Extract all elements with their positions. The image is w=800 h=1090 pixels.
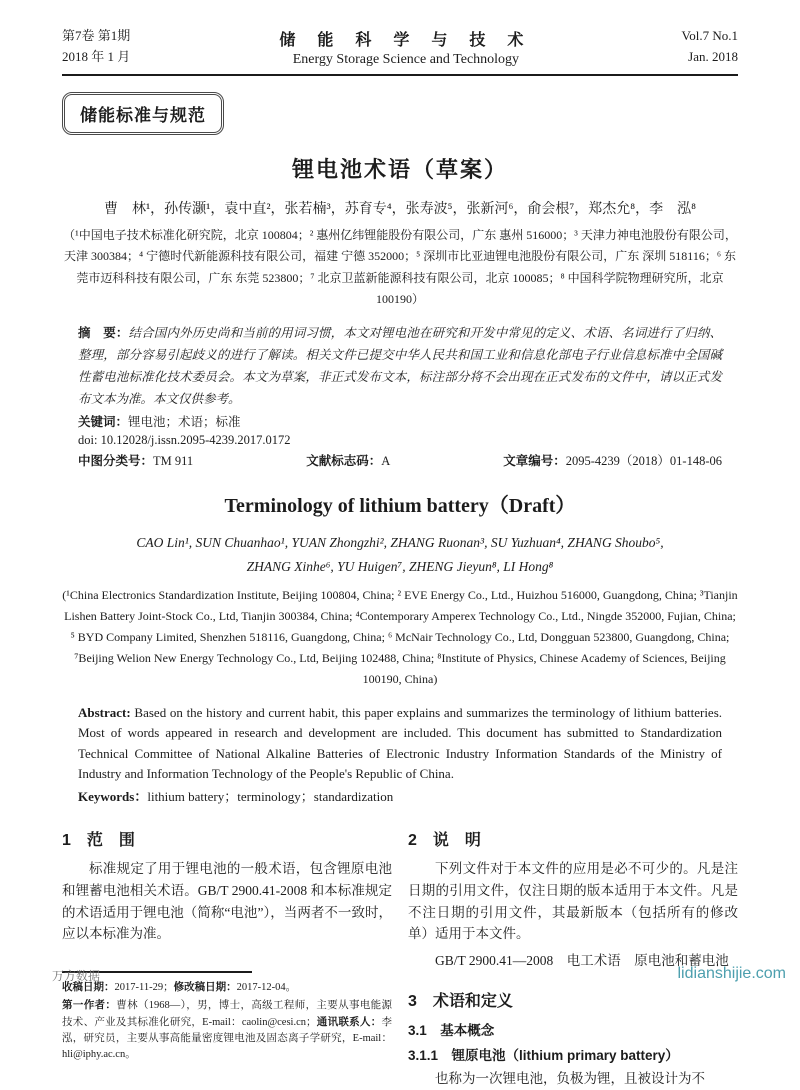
journal-title-block [130,27,681,68]
contact-label: 通讯联系人： [316,1015,382,1028]
authors-en-line1: CAO Lin¹, SUN Chuanhao¹, YUAN Zhongzhi², ZHANG Ruonan³, SU Yuzhuan⁴, ZHANG Shoubo⁵, [136,535,664,551]
meta-row [78,451,722,469]
issue-volume-en: Vol.7 No.1 [681,28,738,43]
issue-date-cn: 2018 年 1 月 [62,48,131,64]
section-2-body: 下列文件对于本文件的应用是必不可少的。凡是注日期的引用文件，仅注日期的版本适用于本文件。凡是不注日期的引用文件，其最新版本（包括所有的修改单）适用于本文件。 [408,860,738,942]
issue-date-en: Jan. 2018 [688,48,738,64]
affiliations-cn: （¹中国电子技术标准化研究院，北京 100804；² 惠州亿纬锂能股份有限公司，广东 惠州 516000；³ 天津力神电池股份有限公司，天津 300384；⁴ 宁德时代新能源科技有限公司，福建 宁德 352000；⁵ 深圳市比亚迪锂电池股份有限公司，广东 深圳 518116；⁶ 东莞市迈科科技有限公司，广东 东莞 523800；⁷ 北京卫蓝新能源科技有限公司，北京 100085；⁸ 中国科学院物理研究所，北京 100190） [63,227,737,307]
received-date: 2017-11-29； [114,982,174,994]
section-1-body: 标准规定了用于锂电池的一般术语，包含锂原电池和锂蓄电池相关术语。GB/T 2900.41-2008 和本标准规定的术语适用于锂电池（简称“电池”），当两者不一致时，应以本标准为准。 [62,860,392,942]
authors-en [62,531,738,578]
keywords-cn-text: 锂电池；术语；标准 [128,415,241,430]
authors-en-line2: ZHANG Xinhe⁶, YU Huigen⁷, ZHENG Jieyun⁸, LI Hong⁸ [246,559,554,575]
article-title-cn: 锂电池术语（草案） [291,156,508,182]
section-1-heading: 1 范 围 [62,831,135,849]
first-author-label: 第一作者： [62,998,117,1011]
footnote [62,971,392,1063]
column-badge-label: 储能标准与规范 [80,105,206,125]
section-3-heading: 3 术语和定义 [408,993,513,1011]
site-watermark-link[interactable]: lidianshijie.com [677,965,786,982]
issue-volume-cn: 第7卷 第1期 [62,28,131,43]
abstract-en [78,703,722,785]
keywords-cn [78,412,722,430]
term-3-1-1: 3.1.1 锂原电池（lithium primary battery） [408,1048,679,1064]
header-divider [62,74,738,76]
revised-date: 2017-12-04。 [236,982,297,994]
journal-title-en: Energy Storage Science and Technology [292,51,520,67]
affiliations-en: (¹China Electronics Standardization Institute, Beijing 100804, China; ² EVE Energy Co., Ltd., Huizhou 516000, Guangdong, China; ³Tianjin Lishen Battery Joint-Stock Co., Ltd, Tianjin 300384, China; ⁴Contemporary Amperex Technology Co., Ltd., Ningde 352000, Fujian, China; ⁵ BYD Company Limited, Shenzhen 518116, Guangdong, China; ⁶ McNair Technology Co., Ltd, Dongguan 523800, Guangdong, China; ⁷Beijing Welion New Energy Technology Co., Ltd, Beijing 102488, China; ⁸Institute of Physics, Chinese Academy of Sciences, Beijing 100190, China) [62,587,738,686]
term-3-1-1-definition: 也称为一次锂电池，负极为锂，且被设计为不 [435,1071,705,1087]
section-2-reference: GB/T 2900.41—2008 电工术语 原电池和蓄电池 [435,953,729,969]
document-code: 文献标志码：A [306,454,391,469]
abstract-en-label: Abstract: [78,704,131,720]
journal-issue-cn [62,26,130,68]
revised-date-label: 修改稿日期： [173,981,237,994]
clc-number: 中图分类号：TM 911 [78,454,194,469]
article-id: 文章编号：2095-4239（2018）01-148-06 [503,454,722,469]
abstract-en-text: Based on the history and current habit, this paper explains and summarizes the terminology of lithium batteries. Most of words appeared in research and development are included. This document has submitted to Standardization Technical Committee of National Alkaline Batteries of Electronic Industry Information Standards of the Ministry of Industry and Information Technology of the People's Republic of China. [78,704,723,782]
right-column [408,819,738,1090]
section-3-1-heading: 3.1 基本概念 [408,1023,495,1039]
left-column [62,819,392,1090]
abstract-cn-label: 摘 要： [78,325,129,340]
page-content [62,0,738,1090]
abstract-cn-text: 结合国内外历史尚和当前的用词习惯，本文对锂电池在研究和开发中常见的定义、术语、名词进行了归纳、整理，部分容易引起歧义的进行了解读。相关文件已提交中华人民共和国工业和信息化部电子行业信息标准中全国碱性蓄电池标准化技术委员会。本文为草案，非正式发布文本，标注部分将不会出现在正式发布的文件中，请以正式发布文本为准。本文仅供参考。 [78,325,722,406]
keywords-cn-label: 关键词： [78,415,129,430]
journal-title-cn: 储 能 科 学 与 技 术 [279,31,533,49]
keywords-en-text: lithium battery；terminology；standardization [147,788,394,804]
wanfang-watermark: 万方数据 [52,969,101,983]
keywords-en [78,786,722,805]
column-badge [62,92,224,135]
abstract-cn [78,323,722,411]
journal-issue-en [682,26,738,68]
section-2-heading: 2 说 明 [408,831,481,849]
first-author-bio: 曹林（1968—），男，博士，高级工程师，主要从事电能源技术、产业及其标准化研究，E-mail：caolin@cesi.cn； [62,999,393,1028]
authors-cn: 曹 林¹，孙传灏¹，袁中直²，张若楠³，苏育专⁴，张寿波⁵，张新河⁶，俞会根⁷，郑杰允⁸，李 泓⁸ [103,201,697,217]
body-columns [62,819,738,1090]
doi: doi: 10.12028/j.issn.2095-4239.2017.0172 [78,433,291,448]
contact-bio: 李泓，研究员，主要从事高能量密度锂电池及固态离子学研究，E-mail：hli@iphy.ac.cn。 [62,1016,392,1061]
received-date-label: 收稿日期： [62,981,115,994]
article-title-en: Terminology of lithium battery（Draft） [224,495,576,518]
keywords-en-label: Keywords： [78,788,148,804]
journal-header [62,0,738,68]
